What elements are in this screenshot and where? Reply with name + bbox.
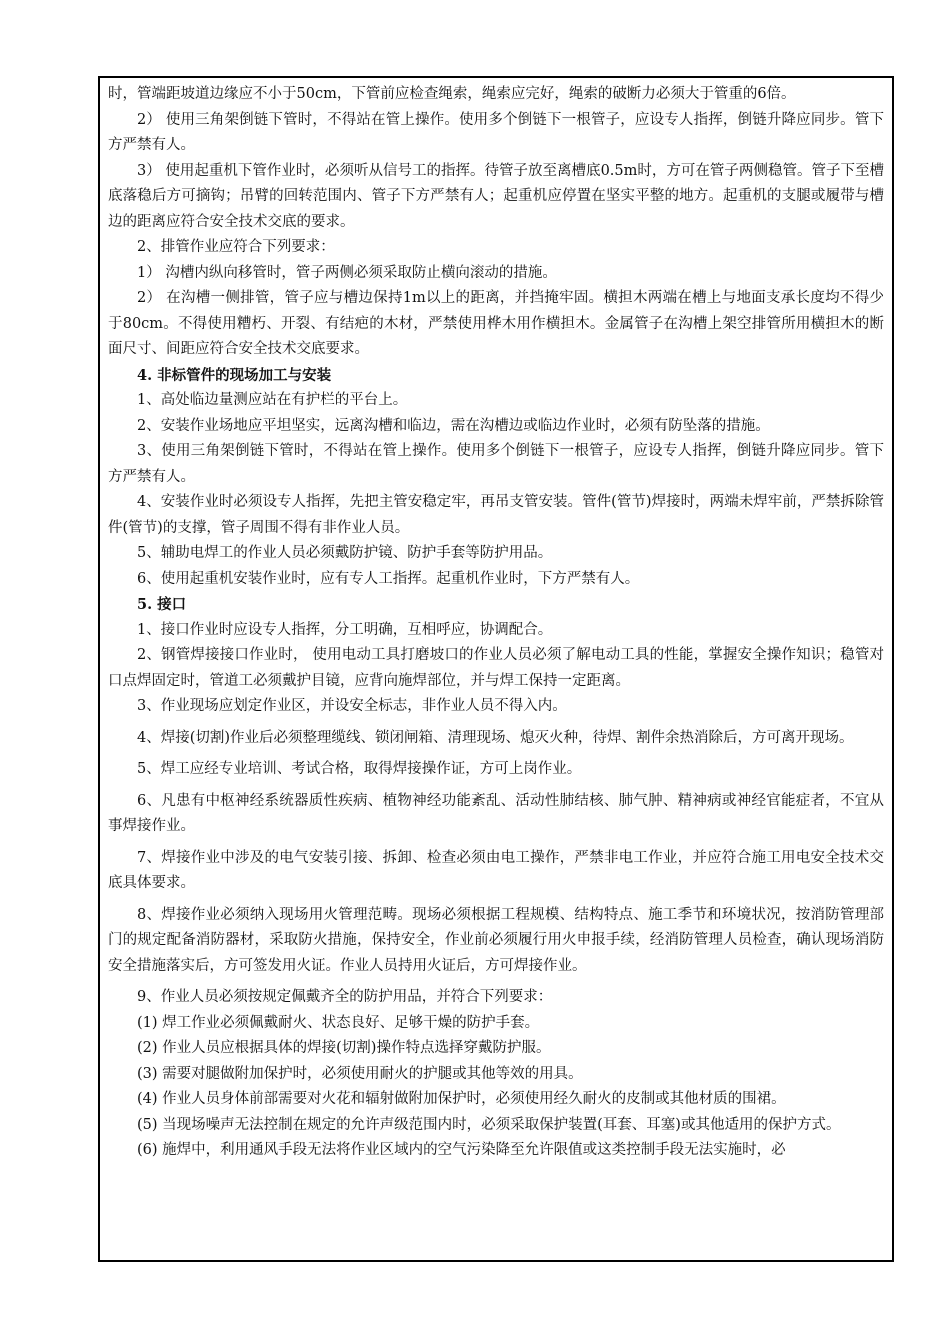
paragraph: 2） 在沟槽一侧排管，管子应与槽边保持1m以上的距离，并挡掩牢固。横担木两端在槽上与地面支承长度均不得少于80cm。不得使用糟朽、开裂、有结疤的木材，严禁使用桦木用作横担木。金属管子在沟槽上架空排管所用横担木的断面尺寸、间距应符合安全技术交底要求。 (108, 290, 884, 357)
paragraph: 2） 使用三角架倒链下管时，不得站在管上操作。使用多个倒链下一根管子，应设专人指挥，倒链升降应同步。管下方严禁有人。 (108, 111, 884, 153)
paragraph: 5、辅助电焊工的作业人员必须戴防护镜、防护手套等防护用品。 (137, 545, 553, 561)
paragraph: (4) 作业人员身体前部需要对火花和辐射做附加保护时，必须使用经久耐火的皮制或其他材质的围裙。 (137, 1091, 786, 1107)
paragraph: 3、使用三角架倒链下管时，不得站在管上操作。使用多个倒链下一根管子，应设专人指挥，倒链升降应同步。管下方严禁有人。 (108, 443, 884, 485)
paragraph: 8、焊接作业必须纳入现场用火管理范畴。现场必须根据工程规模、结构特点、施工季节和环境状况，按消防管理部门的规定配备消防器材，采取防火措施，保持安全，作业前必须履行用火申报手续，经消防管理人员检查，确认现场消防安全措施落实后，方可签发用火证。作业人员持用火证后，方可焊接作业。 (108, 906, 884, 974)
document-body (100, 78, 892, 1164)
paragraph: 1、高处临边量测应站在有护栏的平台上。 (137, 392, 408, 408)
paragraph: (6) 施焊中，利用通风手段无法将作业区域内的空气污染降至允许限值或这类控制手段无法实施时，必 (137, 1142, 786, 1158)
paragraph: (2) 作业人员应根据具体的焊接(切割)操作特点选择穿戴防护服。 (137, 1040, 551, 1056)
section-heading: 5. 接口 (137, 596, 187, 613)
paragraph: 1） 沟槽内纵向移管时，管子两侧必须采取防止横向滚动的措施。 (137, 264, 557, 281)
paragraph: 6、使用起重机安装作业时，应有专人工指挥。起重机作业时，下方严禁有人。 (137, 570, 640, 587)
paragraph: 9、作业人员必须按规定佩戴齐全的防护用品，并符合下列要求： (137, 989, 553, 1005)
paragraph: 2、钢管焊接接口作业时， 使用电动工具打磨坡口的作业人员必须了解电动工具的性能，掌握安全操作知识；稳管对口点焊固定时，管道工必须戴护目镜，应背向施焊部位，并与焊工保持一定距离。 (108, 647, 884, 689)
paragraph: 时，管端距坡道边缘应不小于50cm，下管前应检查绳索，绳索应完好，绳索的破断力必须大于管重的6倍。 (108, 86, 796, 102)
paragraph: 5、焊工应经专业培训、考试合格，取得焊接操作证，方可上岗作业。 (137, 761, 582, 777)
paragraph: (5) 当现场噪声无法控制在规定的允许声级范围内时，必须采取保护装置(耳套、耳塞)或其他适用的保护方式。 (137, 1116, 841, 1133)
paragraph: 2、安装作业场地应平坦坚实，远离沟槽和临边，需在沟槽边或临边作业时，必须有防坠落的措施。 (137, 417, 770, 434)
paragraph: 4、焊接(切割)作业后必须整理缆线、锁闭闸箱、清理现场、熄灭火种，待焊、割件余热消除后，方可离开现场。 (137, 729, 854, 746)
paragraph: 1、接口作业时应设专人指挥，分工明确，互相呼应，协调配合。 (137, 621, 553, 638)
paragraph: 3） 使用起重机下管作业时，必须听从信号工的指挥。待管子放至离槽底0.5m时，方可在管子两侧稳管。管子下至槽底落稳后方可摘钩；吊臂的回转范围内、管子下方严禁有人；起重机应停置在坚实平整的地方。起重机的支腿或履带与槽边的距离应符合安全技术交底的要求。 (108, 162, 884, 230)
paragraph: (3) 需要对腿做附加保护时，必须使用耐火的护腿或其他等效的用具。 (137, 1065, 583, 1082)
paragraph: 6、凡患有中枢神经系统器质性疾病、植物神经功能紊乱、活动性肺结核、肺气肿、精神病或神经官能症者，不宜从事焊接作业。 (108, 792, 884, 834)
paragraph: 4、安装作业时必须设专人指挥，先把主管安稳定牢，再吊支管安装。管件(管节)焊接时，两端未焊牢前，严禁拆除管件(管节)的支撑，管子周围不得有非作业人员。 (108, 494, 884, 536)
paragraph: 2、排管作业应符合下列要求： (137, 239, 335, 255)
paragraph: 7、焊接作业中涉及的电气安装引接、拆卸、检查必须由电工操作，严禁非电工作业，并应符合施工用电安全技术交底具体要求。 (108, 849, 884, 891)
document-frame (98, 76, 894, 1262)
paragraph: (1) 焊工作业必须佩戴耐火、状态良好、足够干燥的防护手套。 (137, 1014, 540, 1031)
section-heading: 4. 非标管件的现场加工与安装 (137, 366, 332, 384)
paragraph: 3、作业现场应划定作业区，并设安全标志，非作业人员不得入内。 (137, 698, 567, 714)
